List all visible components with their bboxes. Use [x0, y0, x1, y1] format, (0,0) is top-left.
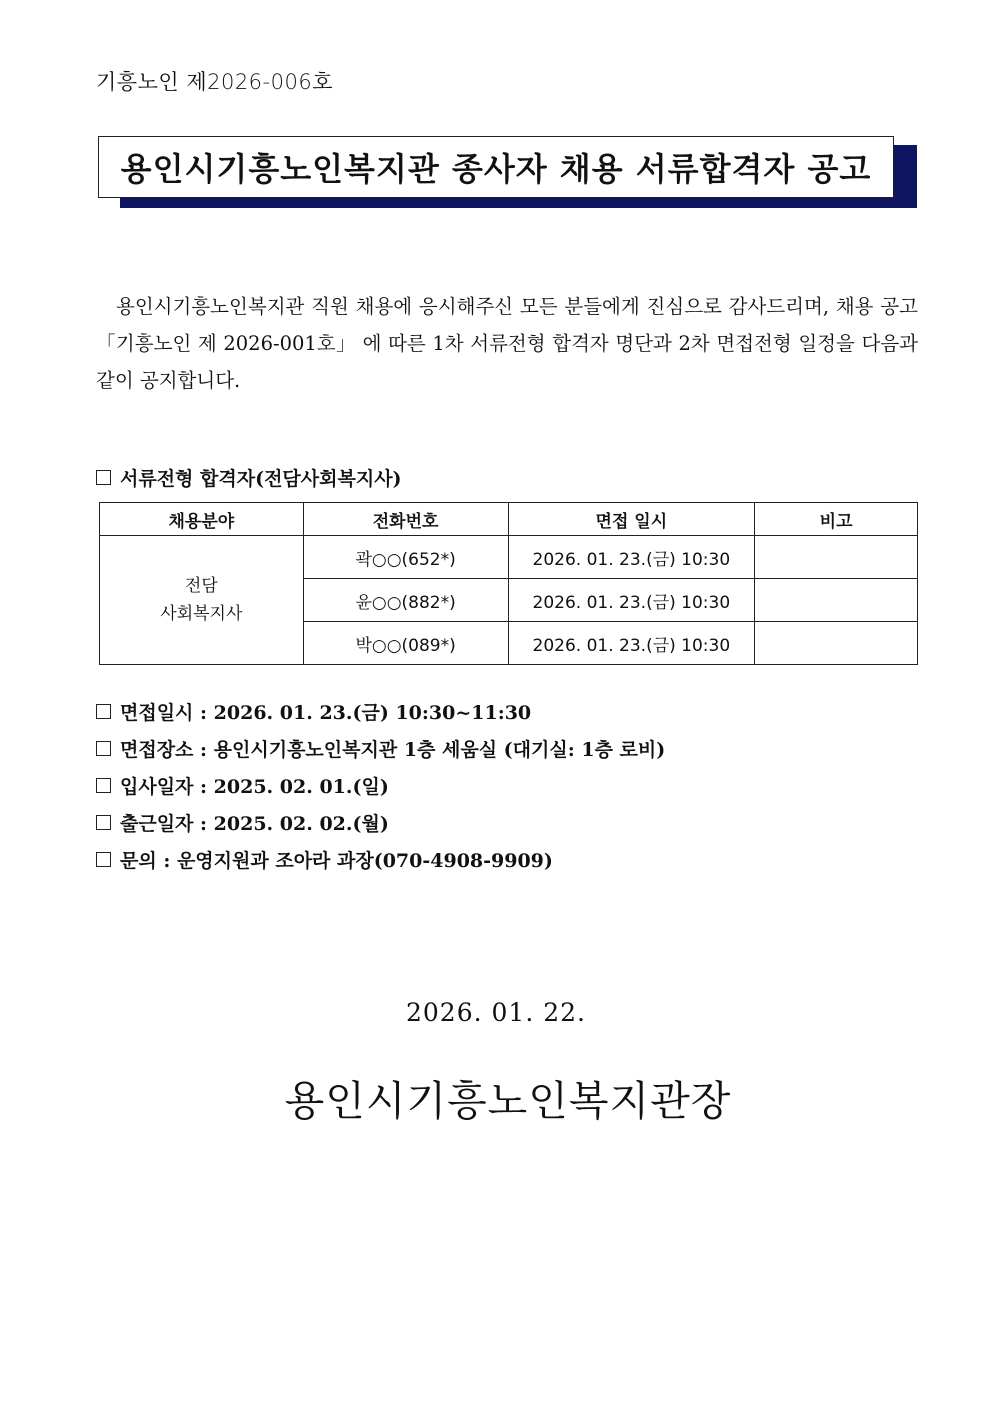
section-passers-label: 서류전형 합격자(전담사회복지사) [120, 468, 402, 490]
document-date: 2026. 01. 22. [406, 998, 586, 1027]
note-cell [755, 579, 918, 622]
checkbox-square-icon [96, 741, 111, 756]
item-inquiry [96, 846, 553, 873]
header-note: 비고 [755, 503, 918, 536]
field-cell [100, 536, 304, 665]
section-passers [96, 464, 402, 491]
item-text: 문의 : 운영지원과 조아라 과장(070-4908-9909) [120, 850, 553, 872]
item-text: 면접장소 : 용인시기흥노인복지관 1층 세움실 (대기실: 1층 로비) [120, 739, 666, 761]
page-title: 용인시기흥노인복지관 종사자 채용 서류합격자 공고 [120, 150, 872, 188]
signature: 용인시기흥노인복지관장 [284, 1077, 732, 1125]
phone-cell: 윤○○(882*) [303, 579, 508, 622]
item-interview-place [96, 735, 665, 762]
header-phone: 전화번호 [303, 503, 508, 536]
note-cell [755, 536, 918, 579]
checkbox-square-icon [96, 704, 111, 719]
phone-cell: 곽○○(652*) [303, 536, 508, 579]
field-line1: 전담 [184, 576, 218, 596]
header-field: 채용분야 [100, 503, 304, 536]
checkbox-square-icon [96, 470, 111, 485]
intro-paragraph: 용인시기흥노인복지관 직원 채용에 응시해주신 모든 분들에게 진심으로 감사드리며, 채용 공고 「기흥노인 제 2026-001호」 에 따른 1차 서류전형 합격자 명단과 2차 면접전형 일정을 다음과 같이 공지합니다. [96, 295, 918, 392]
item-text: 출근일자 : 2025. 02. 02.(월) [120, 813, 389, 835]
note-cell [755, 622, 918, 665]
item-text: 면접일시 : 2026. 01. 23.(금) 10:30~11:30 [120, 702, 532, 724]
time-cell: 2026. 01. 23.(금) 10:30 [508, 536, 755, 579]
checkbox-square-icon [96, 778, 111, 793]
title-box [98, 136, 894, 198]
item-start-date [96, 809, 389, 836]
item-join-date [96, 772, 389, 799]
table-row [100, 536, 918, 579]
item-text: 입사일자 : 2025. 02. 01.(일) [120, 776, 389, 798]
time-cell: 2026. 01. 23.(금) 10:30 [508, 579, 755, 622]
passers-table [99, 502, 918, 665]
checkbox-square-icon [96, 815, 111, 830]
time-cell: 2026. 01. 23.(금) 10:30 [508, 622, 755, 665]
checkbox-square-icon [96, 852, 111, 867]
field-line2: 사회복지사 [160, 604, 243, 624]
header-interview-time: 면접 일시 [508, 503, 755, 536]
document-number: 기흥노인 제2026-006호 [96, 70, 333, 94]
item-interview-date [96, 698, 531, 725]
phone-cell: 박○○(089*) [303, 622, 508, 665]
table-header-row [100, 503, 918, 536]
